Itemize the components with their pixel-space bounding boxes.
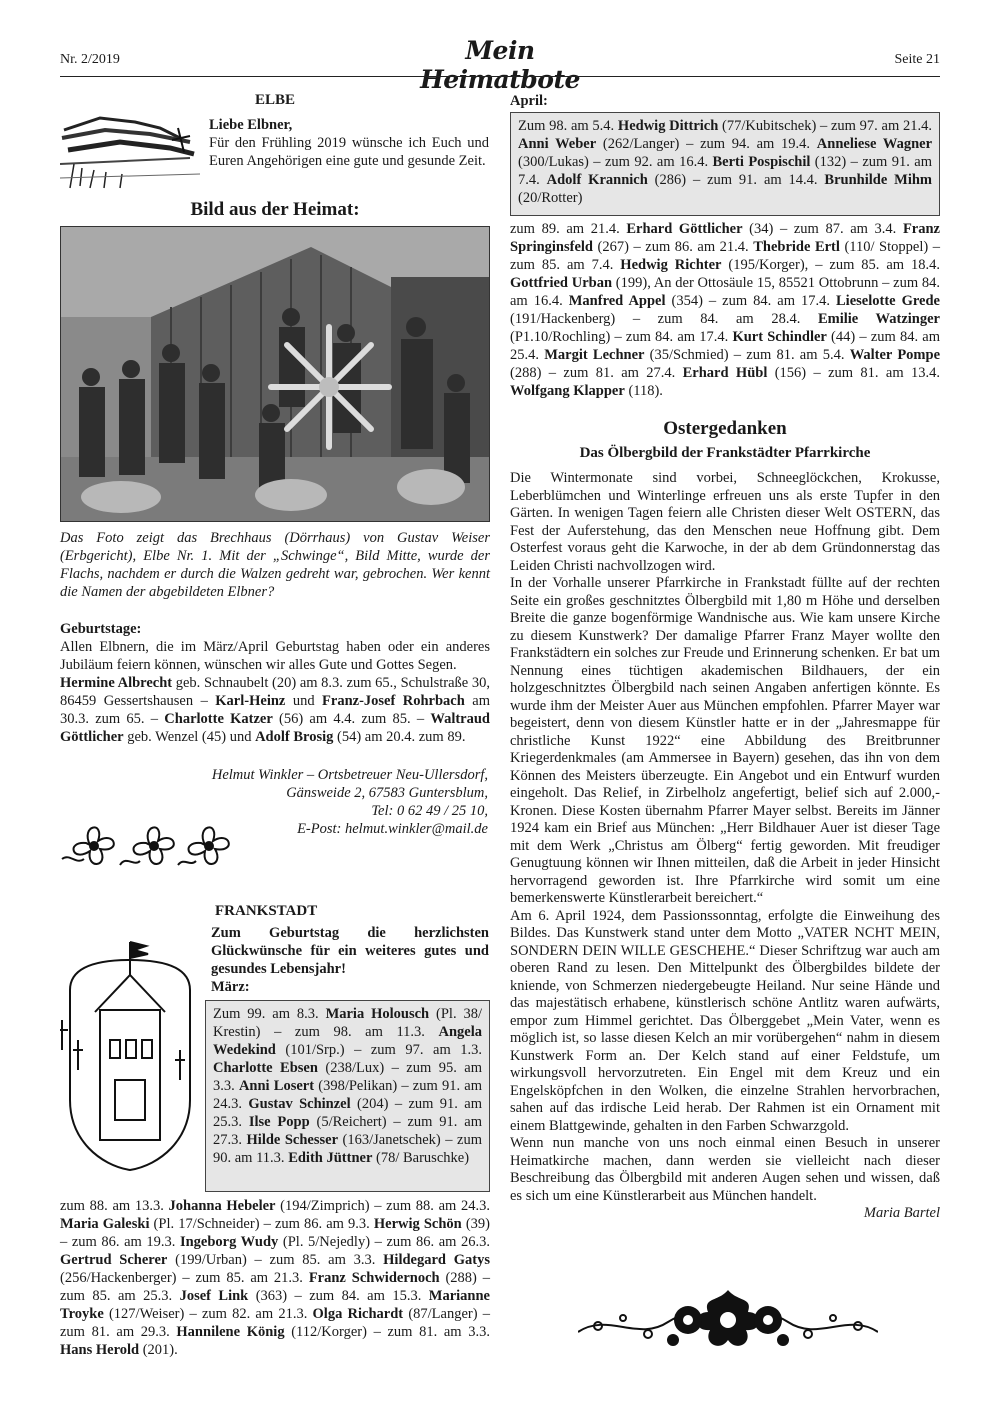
text-run: (201).: [139, 1342, 178, 1358]
person-name: Hedwig Richter: [620, 257, 722, 273]
text-run: und: [285, 693, 323, 709]
text-run: (195/Korger), – zum 85. am 18.4.: [721, 257, 940, 273]
text-run: (Pl. 5/Nejedly) – zum 86. am 26.3.: [278, 1234, 491, 1250]
text-run: (354) – zum 84. am 17.4.: [665, 293, 837, 309]
text-run: (288) – zum 85. am 25.3.: [60, 1270, 490, 1304]
person-name: Waltraud Göttlicher: [60, 711, 490, 745]
easter-subtitle: Das Ölbergbild der Frankstädter Pfarrkirche: [579, 445, 871, 461]
text-run: (194/Zimprich) – zum 88. am 24.3.: [275, 1198, 490, 1214]
text-run: geb. Wenzel (45) und: [123, 729, 256, 745]
text-run: (288) – zum 81. am 27.4.: [510, 365, 683, 381]
text-run: (132) – zum 91. am 7.4.: [518, 154, 932, 188]
text-run: (238/Lux) – zum 95. am 3.3.: [213, 1060, 482, 1094]
april-box: [510, 112, 940, 216]
birthday-intro: Allen Elbnern, die im März/April Geburtstag haben oder ein anderes Jubiläum feiern können, wünschen wir alles Gute und Gottes Segen.: [60, 639, 490, 673]
signature-email: E-Post: helmut.winkler@mail.de: [297, 821, 488, 837]
text-run: zum 89. am 21.4.: [510, 221, 627, 237]
elbe-greeting-text: Für den Frühling 2019 wünsche ich Euch und Euren Angehörigen eine gute und gesunde Zeit.: [209, 135, 489, 169]
header-rule: [60, 76, 940, 77]
person-name: Wolfgang Klapper: [510, 383, 625, 399]
person-name: Anni Losert: [238, 1078, 315, 1094]
text-run: (5/Reichert) – zum 91. am 27.3.: [213, 1114, 482, 1148]
person-name: Hans Herold: [60, 1342, 140, 1358]
text-run: (87/Langer) – zum 81. am 29.3.: [60, 1306, 491, 1340]
signature-line: Gänsweide 2, 67583 Guntersblum,: [286, 785, 488, 801]
text-run: (34) – zum 87. am 3.4.: [742, 221, 903, 237]
text-run: (300/Lukas) – zum 92. am 16.4.: [518, 154, 713, 170]
easter-title: Ostergedanken: [663, 418, 787, 439]
picture-title: Bild aus der Heimat:: [190, 199, 360, 220]
text-run: (118).: [624, 383, 663, 399]
text-run: (101/Srp.) – zum 97. am 1.3.: [275, 1042, 482, 1058]
signature-line: Tel: 0 62 49 / 25 10,: [371, 803, 488, 819]
text-run: (286) – zum 91. am 14.4.: [647, 172, 825, 188]
person-name: Gertrud Scherer: [60, 1252, 168, 1268]
text-run: (78/ Baruschke): [372, 1150, 470, 1166]
person-name: Erhard Göttlicher: [626, 221, 743, 237]
text-run: (199), An der Ottosäule 15, 85521 Ottobrunn – zum 84. am 16.4.: [510, 275, 940, 309]
april-label: April:: [510, 93, 548, 109]
person-name: Anni Weber: [518, 136, 597, 152]
text-run: zum 88. am 13.3.: [60, 1198, 169, 1214]
article-paragraph: Am 6. April 1924, dem Passionssonntag, erfolgte die Einweihung des Bildes. Das Kunstwerk stand unter dem Motto „VATER NCHT MEIN, SONDERN DEIN WILLE GESCHEHE.“ Dieser Schriftzug war auch am oberen Rand zu lesen. Den Mittelpunkt des Ölbergbildes bildete der kniende, von Schmerzen niedergebeugte Heiland. Nur seine Hände und das majestätisch erhabene, künstlerisch schöne Antlitz waren aufwärts, empor zum Himmel gerichtet. Das Ölberggebet „Mein Vater, wenn es möglich ist, so lasse diesen Kelch an mir vorübergehen“ nahm in diesem Kunstwerk Form an. Der Kelch stand auf einer Feldstufe, um wirkungsvoll hervorzutreten. Ein Engel mit dem Kreuz und ein Engelsköpfchen in den Wolken, die einzelne Strahlen hervorbrachen, sahen auf das irdische Leid herab. Der Rahmen ist ein Ornament mit einem Blattgewinde, gehalten in den Farben Schwarzgold.: [510, 907, 940, 1134]
person-name: Maria Galeski: [60, 1216, 150, 1232]
flowers-sketch: [60, 815, 235, 875]
landscape-sketch: [60, 108, 200, 190]
text-run: (20/Rotter): [518, 190, 583, 206]
april-list: [510, 220, 940, 400]
person-name: Gustav Schinzel: [248, 1096, 351, 1112]
text-run: geb. Schnaubelt (20) am 8.3. zum 65., Schulstraße 30, 86459 Gessertshausen –: [60, 675, 490, 709]
frankstadt-wish: Zum Geburtstag die herzlichsten Glückwünsche für ein weiteres gutes und gesundes Lebensjahr!: [211, 925, 489, 977]
elbe-title: ELBE: [255, 92, 296, 108]
article-paragraph: Die Wintermonate sind vorbei, Schneeglöckchen, Krokusse, Leberblümchen und Winterlinge erfreuen uns als erste Tupfer in den Gärten. In wenigen Tagen feiern alle Christen dieser Welt OSTERN, das Fest der Auferstehung, das den Menschen neue Hoffnung gibt. Dem Osterfest voraus geht die Karwoche, in der ab dem Gründonnerstag das Leiden Christi nachvollzogen wird.: [510, 470, 940, 574]
person-name: Hermine Albrecht: [60, 675, 173, 691]
floral-ornament: [578, 1282, 878, 1362]
text-run: (199/Urban) – zum 85. am 3.3.: [167, 1252, 384, 1268]
text-run: Zum 98. am 5.4.: [518, 118, 618, 134]
person-name: Berti Pospischil: [712, 154, 811, 170]
person-name: Anneliese Wagner: [816, 136, 933, 152]
article-paragraph: Wenn nun manche von uns noch einmal einen Besuch in unserer Heimatkirche machen, dann werden sie vielleicht nach dieser Beschreibung das Ölbergbild mit anderen Augen sehen und wissen, daß es sich um eine Künstlerarbeit aus München handelt.: [510, 1135, 940, 1204]
person-name: Kurt Schindler: [732, 329, 827, 345]
text-run: (110/ Stoppel) – zum 85. am 7.4.: [510, 239, 940, 273]
person-name: Walter Pompe: [849, 347, 941, 363]
text-run: (156) – zum 81. am 13.4.: [767, 365, 940, 381]
birthday-title: Geburtstage:: [60, 621, 142, 637]
person-name: Manfred Appel: [568, 293, 666, 309]
text-run: (35/Schmied) – zum 81. am 5.4.: [644, 347, 850, 363]
person-name: Josef Link: [179, 1288, 249, 1304]
text-run: am 30.3. zum 65. –: [60, 693, 490, 727]
march-list: [60, 1197, 490, 1359]
text-run: (262/Langer) – zum 94. am 19.4.: [596, 136, 817, 152]
person-name: Brunhilde Mihm: [824, 172, 933, 188]
person-name: Angela Wedekind: [213, 1024, 482, 1058]
person-name: Ilse Popp: [248, 1114, 310, 1130]
town-coat-of-arms: [60, 930, 200, 1175]
person-name: Ingeborg Wudy: [179, 1234, 279, 1250]
text-run: (398/Pelikan) – zum 91. am 24.3.: [213, 1078, 483, 1112]
text-run: (44) – zum 84. am 25.4.: [510, 329, 941, 363]
text-run: (163/Janetschek) – zum 90. am 11.3.: [213, 1132, 482, 1166]
text-run: (127/Weiser) – zum 82. am 21.3.: [103, 1306, 313, 1322]
text-run: (112/Korger) – zum 81. am 3.3.: [284, 1324, 490, 1340]
person-name: Margit Lechner: [544, 347, 645, 363]
text-run: (191/Hackenberg) – zum 84. am 28.4.: [510, 311, 818, 327]
person-name: Edith Jüttner: [288, 1150, 373, 1166]
masthead-logo: Mein Heimatbote: [420, 36, 580, 94]
text-run: (77/Kubitschek) – zum 97. am 21.4.: [718, 118, 932, 134]
person-name: Hedwig Dittrich: [617, 118, 719, 134]
person-name: Hannilene König: [176, 1324, 285, 1340]
birthday-list: [60, 674, 490, 746]
person-name: Herwig Schön: [373, 1216, 462, 1232]
text-run: (Pl. 17/Schneider) – zum 86. am 9.3.: [149, 1216, 374, 1232]
person-name: Charlotte Ebsen: [213, 1060, 318, 1076]
person-name: Maria Holousch: [325, 1006, 430, 1022]
issue-number: Nr. 2/2019: [60, 52, 120, 67]
march-box: [205, 1000, 490, 1192]
person-name: Franz-Josef Rohrbach: [322, 693, 465, 709]
text-run: (54) am 20.4. zum 89.: [333, 729, 466, 745]
person-name: Hildegard Gatys: [383, 1252, 491, 1268]
person-name: Franz Schwidernoch: [308, 1270, 440, 1286]
person-name: Hilde Schesser: [246, 1132, 339, 1148]
page-number: Seite 21: [894, 52, 940, 67]
person-name: Adolf Krannich: [546, 172, 648, 188]
person-name: Lieselotte Grede: [836, 293, 940, 309]
easter-article: [510, 470, 940, 1223]
person-name: Gottfried Urban: [510, 275, 613, 291]
article-paragraph: In der Vorhalle unserer Pfarrkirche in Frankstadt füllte auf der rechten Seite ein großes geschnitztes Ölbergbild mit 1,80 m Höhe und derselben Breite die ganze bogenförmige Wandnische aus. Wie kam unsere Kirche zu diesem Kunstwerk? Der damalige Pfarrer Franz Mayer wollte den Frankstädtern ein solches zur Freude und Erinnerung schenken. Er bat um Nennung eines tüchtigen akademischen Bildhauers, der ein holzgeschnitztes Ölbergbild nach seinen Angaben anfertigen könnte. Es wurde ihm der Meister Auer aus München empfohlen. Pfarrer Mayer war begeistert, denn von diesem Künstler hatte er in der „Jahresmappe für christliche Kunst 1922“ eine Abbildung des Breitbrunner Kriegerdenkmales (am Ammersee in Bayern) gesehen, das ihn von dem Können des Meisters überzeugte. Ein Angebot und ein Entwurf wurden eingeholt. Das Relief, in Zirbelholz angefertigt, belief sich auf 2.000,-Kronen. Diese Kosten übernahm Pfarrer Mayer selbst. Bereits im Jänner 1924 kam ein Brief aus München: „Herr Bildhauer Auer ist dieser Tage mit dem Werk „Christus am Ölberg“ fertig geworden. Mit freudiger Genugtuung können wir Ihnen mitteilen, daß die Arbeit in jeder Hinsicht hervorragend geworden ist. Ihre Pfarrkirche wird somit um eine bemerkenswerte Künstlerarbeit bereichert.“: [510, 575, 940, 906]
text-run: (267) – zum 86. am 21.4.: [593, 239, 754, 255]
person-name: Thebride Ertl: [753, 239, 840, 255]
photo-caption: Das Foto zeigt das Brechhaus (Dörrhaus) von Gustav Weiser (Erbgericht), Elbe Nr. 1. Mit der „Schwinge“, Bild Mitte, wurde der Flachs, nachdem er durch die Walzen gedreht war, gebrochen. Wer kennt die Namen der abgebildeten Elbner?: [60, 530, 490, 600]
person-name: Franz Springinsfeld: [510, 221, 940, 255]
photo-illustration: [61, 227, 490, 522]
signature-line: Helmut Winkler – Ortsbetreuer Neu-Ullersdorf,: [211, 767, 488, 783]
person-name: Johanna Hebeler: [168, 1198, 276, 1214]
text-run: (56) am 4.4. zum 85. –: [272, 711, 431, 727]
text-run: (363) – zum 84. am 15.3.: [248, 1288, 429, 1304]
person-name: Charlotte Katzer: [164, 711, 273, 727]
march-label: März:: [211, 979, 250, 995]
person-name: Emilie Watzinger: [817, 311, 940, 327]
person-name: Olga Richardt: [312, 1306, 404, 1322]
frankstadt-title: FRANKSTADT: [215, 903, 318, 919]
person-name: Erhard Hübl: [682, 365, 768, 381]
person-name: Karl-Heinz: [215, 693, 286, 709]
text-run: (Pl. 38/ Krestin) – zum 98. am 11.3.: [213, 1006, 482, 1040]
person-name: Marianne Troyke: [60, 1288, 490, 1322]
text-run: Zum 99. am 8.3.: [213, 1006, 326, 1022]
text-run: (39) – zum 86. am 19.3.: [60, 1216, 490, 1250]
article-author: Maria Bartel: [863, 1205, 940, 1221]
text-run: (256/Hackenberger) – zum 85. am 21.3.: [60, 1270, 309, 1286]
historic-photo: [60, 226, 490, 522]
elbe-greeting: Liebe Elbner,: [209, 117, 293, 133]
text-run: (204) – zum 91. am 25.3.: [213, 1096, 483, 1130]
text-run: (P1.10/Rochling) – zum 84. am 17.4.: [510, 329, 733, 345]
person-name: Adolf Brosig: [255, 729, 334, 745]
